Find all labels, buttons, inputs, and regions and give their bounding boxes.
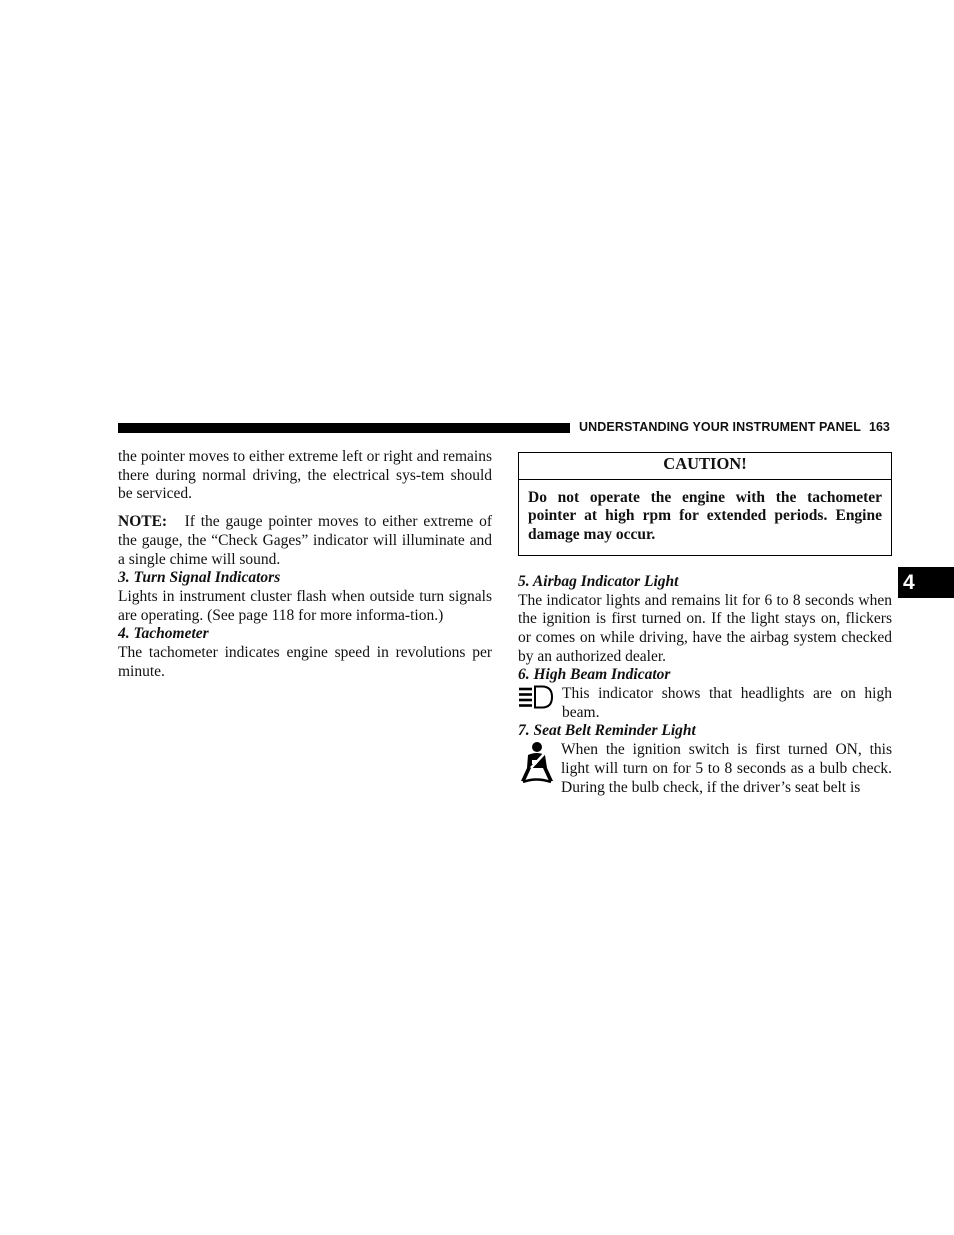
seat-belt-text: When the ignition switch is first turned ON, this light will turn on for 5 to 8 seconds as a bulb check. During the bulb check, if the driver’s seat belt is bbox=[561, 741, 892, 796]
chapter-tab: 4 bbox=[898, 567, 954, 598]
section-heading-airbag: 5. Airbag Indicator Light bbox=[518, 572, 679, 590]
high-beam-icon bbox=[518, 685, 562, 717]
page-number: 163 bbox=[869, 420, 890, 434]
right-column bbox=[518, 448, 892, 797]
section-heading-high-beam: 6. High Beam Indicator bbox=[518, 666, 671, 684]
section-heading-turn-signal: 3. Turn Signal Indicators bbox=[118, 569, 281, 587]
tachometer-text: The tachometer indicates engine speed in revolutions per minute. bbox=[118, 644, 492, 680]
turn-signal-text: Lights in instrument cluster flash when outside turn signals are operating. (See page 118 for more informa-tion.) bbox=[118, 587, 492, 624]
header-rule bbox=[118, 423, 570, 433]
airbag-text: The indicator lights and remains lit for 6 to 8 seconds when the ignition is first turned on. If the light stays on, flickers or comes on while driving, have the airbag system checked by an authorized dealer. bbox=[518, 591, 892, 665]
high-beam-text: This indicator shows that headlights are on high beam. bbox=[562, 685, 892, 721]
high-beam-row bbox=[518, 685, 892, 722]
running-header-title: UNDERSTANDING YOUR INSTRUMENT PANEL bbox=[579, 420, 861, 434]
left-column bbox=[118, 448, 492, 681]
seat-belt-row bbox=[518, 741, 892, 797]
caution-box bbox=[518, 452, 892, 556]
caution-title: CAUTION! bbox=[519, 453, 891, 480]
note-text: If the gauge pointer moves to either extreme of the gauge, the “Check Gages” indicator will illuminate and a single chime will sound. bbox=[118, 513, 492, 568]
section-heading-tachometer: 4. Tachometer bbox=[118, 625, 209, 643]
caution-text: Do not operate the engine with the tachometer pointer at high rpm for extended periods. Engine damage may occur. bbox=[528, 488, 882, 544]
note-label: NOTE: bbox=[118, 513, 168, 531]
body-paragraph: the pointer moves to either extreme left or right and remains there during normal driving, the electrical sys-tem should be serviced. bbox=[118, 448, 492, 503]
section-heading-seat-belt: 7. Seat Belt Reminder Light bbox=[518, 722, 696, 740]
note-paragraph bbox=[118, 513, 492, 569]
seat-belt-icon bbox=[518, 741, 561, 791]
